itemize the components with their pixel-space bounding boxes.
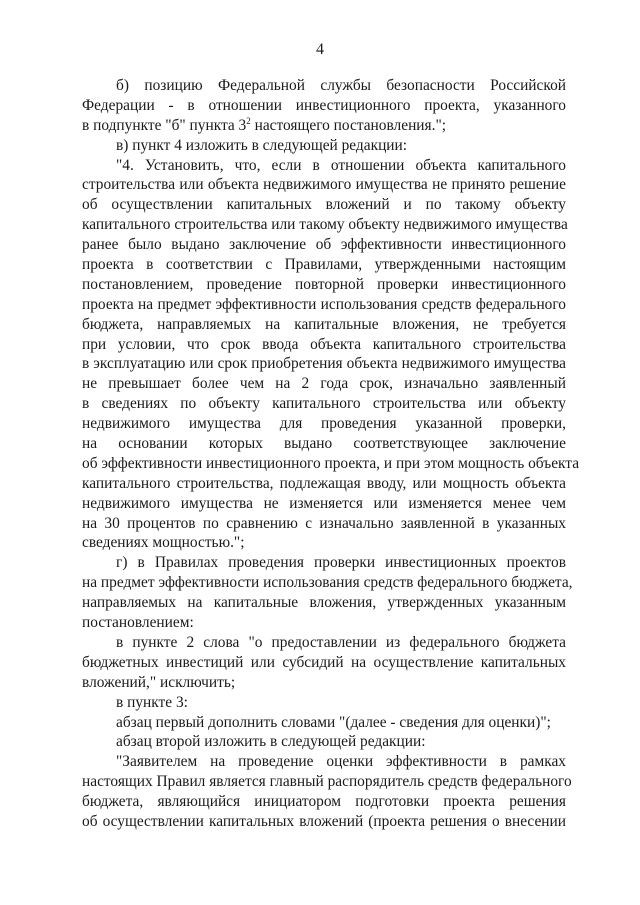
text-line: ранее было выдано заключение об эффективности инвестиционного bbox=[82, 236, 566, 254]
text-line: бюджета, являющийся инициатором подготовки проекта решения bbox=[82, 793, 566, 811]
text-line: в пункте 3: bbox=[116, 693, 188, 711]
text-line: проекта на предмет эффективности использования средств федерального bbox=[82, 295, 566, 313]
text-line: "4. Установить, что, если в отношении объекта капитального bbox=[116, 156, 566, 174]
text-line: бюджета, направляемых на капитальные вложения, не требуется bbox=[82, 315, 566, 333]
paragraph bbox=[82, 76, 566, 136]
text-line: абзац второй изложить в следующей редакции: bbox=[116, 733, 426, 751]
text-line: бюджетных инвестиций или субсидий на осуществление капитальных bbox=[82, 653, 566, 671]
text-line: на 30 процентов по сравнению с изначально заявленной в указанных bbox=[82, 514, 566, 532]
page-number: 4 bbox=[316, 41, 324, 58]
text-line: в подпункте "б" пункта $3^2$ настоящего постановления."; bbox=[82, 115, 447, 134]
paragraph bbox=[82, 553, 573, 633]
paragraph bbox=[82, 752, 572, 832]
text-line: об осуществлении капитальных вложений (проекта решения о внесении bbox=[82, 812, 566, 830]
text-line: постановлением: bbox=[82, 614, 194, 632]
text-line: не превышает более чем на 2 года срок, изначально заявленный bbox=[82, 375, 566, 393]
paragraph bbox=[82, 136, 566, 156]
text-line: абзац первый дополнить словами "(далее - сведения для оценки)"; bbox=[116, 713, 551, 731]
text-line: при условии, что срок ввода объекта капитального строительства bbox=[82, 335, 566, 353]
text-line: в сведениях по объекту капитального строительства или объекту bbox=[82, 395, 566, 413]
text-line: вложений," исключить; bbox=[82, 673, 236, 691]
text-line: б) позицию Федеральной службы безопасности Российской bbox=[116, 77, 566, 94]
text-line: в) пункт 4 изложить в следующей редакции: bbox=[116, 136, 408, 154]
paragraph bbox=[82, 156, 580, 554]
text-line: капитального строительства или такому объекту недвижимого имущества bbox=[82, 216, 568, 234]
text-line: сведениях мощностью."; bbox=[82, 534, 245, 552]
text-line: проекта в соответствии с Правилами, утвержденными настоящим bbox=[82, 256, 566, 274]
text-line: недвижимого имущества не изменяется или изменяется менее чем bbox=[82, 494, 566, 512]
paragraph bbox=[82, 732, 566, 752]
text-line: об эффективности инвестиционного проекта, и при этом мощность объекта bbox=[82, 454, 580, 472]
text-line: на предмет эффективности использования средств федерального бюджета, bbox=[82, 574, 573, 592]
paragraph bbox=[82, 693, 566, 713]
paragraph bbox=[82, 633, 566, 693]
document-body bbox=[82, 76, 580, 832]
text-line: г) в Правилах проведения проверки инвестиционных проектов bbox=[116, 554, 566, 572]
text-line: в пункте 2 слова "о предоставлении из федерального бюджета bbox=[116, 633, 566, 651]
paragraph bbox=[82, 713, 566, 733]
text-line: постановлением, проведение повторной проверки инвестиционного bbox=[82, 275, 566, 293]
text-line: направляемых на капитальные вложения, утвержденных указанным bbox=[82, 594, 566, 612]
text-line: об осуществлении капитальных вложений и по такому объекту bbox=[82, 196, 566, 214]
text-line: строительства или объекта недвижимого имущества не принято решение bbox=[82, 176, 566, 194]
text-line: капитального строительства, подлежащая вводу, или мощность объекта bbox=[82, 474, 566, 492]
text-line: на основании которых выдано соответствующее заключение bbox=[82, 435, 566, 453]
text-line: "Заявителем на проведение оценки эффективности в рамках bbox=[116, 753, 566, 771]
text-line: Федерации - в отношении инвестиционного проекта, указанного bbox=[82, 96, 566, 114]
text-line: недвижимого имущества для проведения указанной проверки, bbox=[82, 415, 566, 433]
text-line: настоящих Правил является главный распорядитель средств федерального bbox=[82, 773, 572, 791]
text-line: в эксплуатацию или срок приобретения объекта недвижимого имущества bbox=[82, 355, 566, 373]
